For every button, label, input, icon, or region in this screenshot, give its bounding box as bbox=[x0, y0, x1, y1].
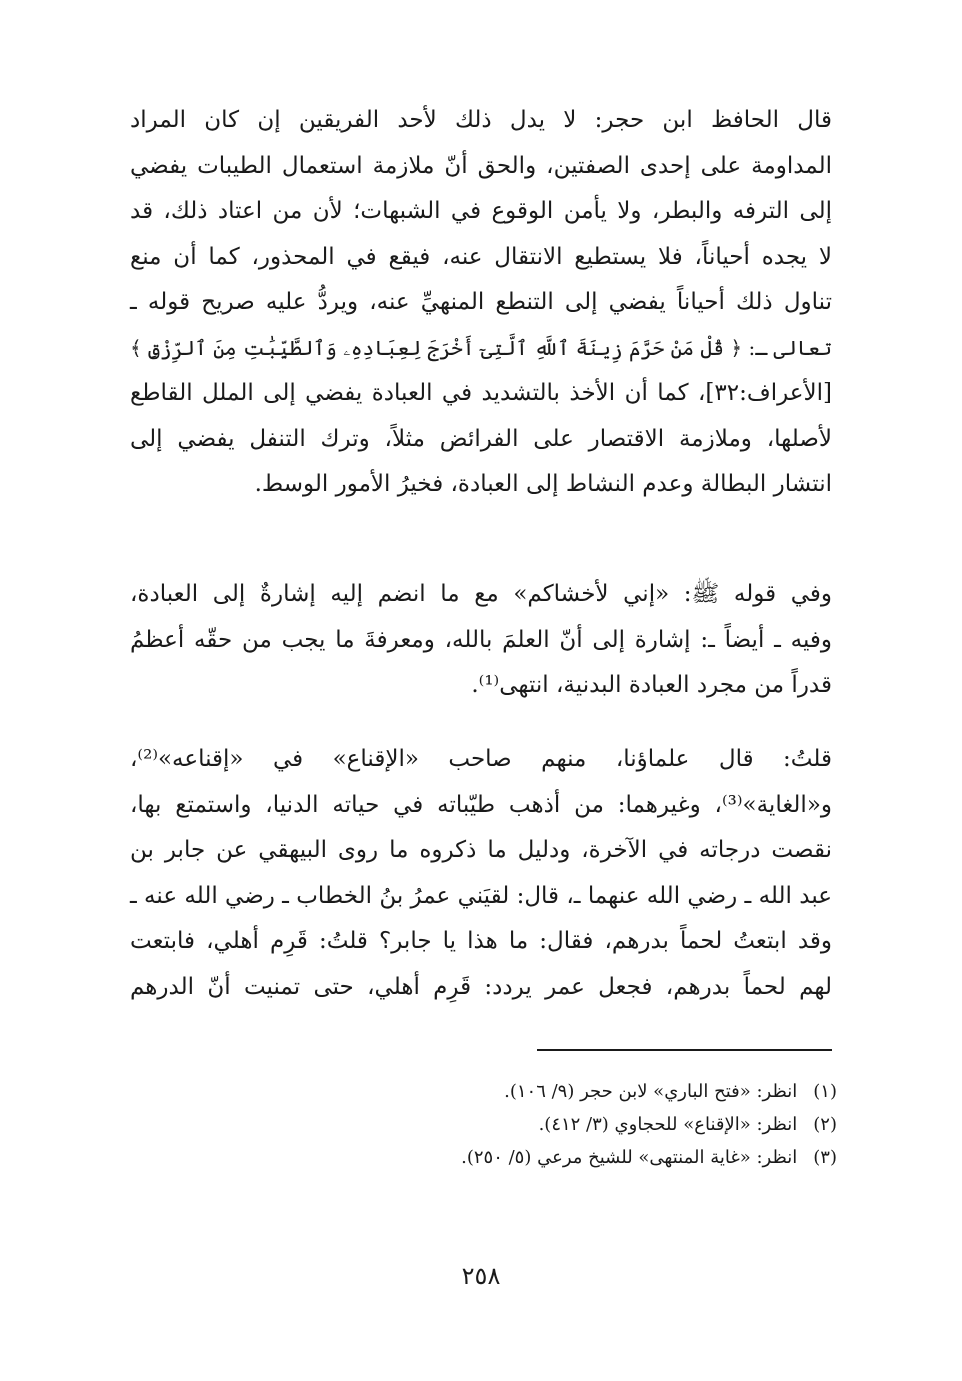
text-line: وفي قوله ﷺ: «إني لأخشاكم» مع ما انضم إليه إشارةٌ إلى العبادة، bbox=[130, 581, 832, 607]
text-line: قال الحافظ ابن حجر: لا يدل ذلك لأحد الفريقين إن كان المراد bbox=[130, 107, 832, 133]
footnote-text: انظر: «الإقناع» للحجاوي (٣/ ٤١٢). bbox=[538, 1114, 798, 1135]
paragraph-2 bbox=[130, 572, 832, 709]
text-line: [الأعراف:٣٢]، كما أن الأخذ بالتشديد في العبادة يفضي إلى الملل القاطع bbox=[130, 380, 832, 406]
footnote-number: (١) bbox=[813, 1081, 837, 1102]
text-line: لهم لحماً بدرهم، فجعل عمر يردد: قَرِم أهلي، حتى تمنيت أنّ الدرهم bbox=[130, 973, 832, 1000]
footnotes bbox=[277, 1075, 837, 1174]
footnote-text: انظر: «فتح الباري» لابن حجر (٩/ ١٠٦). bbox=[504, 1081, 798, 1102]
footnote-2 bbox=[277, 1108, 837, 1141]
footnote-1 bbox=[277, 1075, 837, 1108]
footnote-3 bbox=[277, 1141, 837, 1174]
paragraph-1 bbox=[130, 98, 832, 508]
text-line: لا يجده أحياناً، فلا يستطيع الانتقال عنه، فيقع في المحذور، كما أن منع bbox=[130, 243, 832, 270]
text-line: قلتُ: قال علماؤنا، منهم صاحب «الإقناع» في «إقناعه»⁽²⁾، bbox=[130, 746, 832, 772]
text-line: وقد ابتعتُ لحماً بدرهم، فقال: ما هذا يا جابر؟ قلتُ: قَرِم أهلي، فابتعت bbox=[130, 928, 832, 954]
text-line: انتشار البطالة وعدم النشاط إلى العبادة، فخيرُ الأمور الوسط. bbox=[254, 471, 832, 497]
footnote-text: انظر: «غاية المنتهى» للشيخ مرعي (٥/ ٢٥٠). bbox=[461, 1147, 798, 1168]
text-line: وفيه ـ أيضاً ـ: إشارة إلى أنّ العلمَ بالله، ومعرفةَ ما يجب من حقّه أعظمُ bbox=[130, 626, 832, 653]
footnote-number: (٢) bbox=[813, 1114, 837, 1135]
text-line: تناول ذلك أحياناً يفضي إلى التنطع المنهيِّ عنه، ويردُّ عليه صريح قوله ـ bbox=[130, 289, 832, 315]
paragraph-3 bbox=[130, 737, 832, 1010]
text-line: إلى الترفه والبطر، ولا يأمن الوقوع في الشبهات؛ لأن من اعتاد ذلك، قد bbox=[130, 198, 832, 224]
quran-verse-line: تعالى ـ: ﴿ قُلْ مَنْ حَرَّمَ زِينَةَ ٱللَّهِ ٱلَّتِىٓ أَخْرَجَ لِعِبَادِهِۦ وَٱلطَّيِّبَٰتِ مِنَ ٱلرِّزْقِ ﴾ bbox=[130, 335, 832, 360]
text-line: المداومة على إحدى الصفتين، والحق أنّ ملازمة استعمال الطيبات يفضي bbox=[130, 152, 832, 179]
text-line: عبد الله ـ رضي الله عنهما ـ، قال: لقيَني عمرُ بنُ الخطاب ـ رضي الله عنه ـ bbox=[130, 882, 832, 909]
text-line: قدراً من مجرد العبادة البدنية، انتهى⁽¹⁾. bbox=[471, 672, 832, 698]
text-line: نقصت درجاته في الآخرة، ودليل ما ذكروه ما روى البيهقي عن جابر بن bbox=[130, 837, 832, 863]
footnote-number: (٣) bbox=[813, 1147, 837, 1168]
text-line: لأصلها، وملازمة الاقتصار على الفرائض مثلاً، وترك التنفل يفضي إلى bbox=[130, 425, 832, 452]
text-line: و«الغاية»⁽³⁾، وغيرهما: من أذهب طيّباته في حياته الدنيا، واستمتع بها، bbox=[130, 791, 832, 818]
footnote-divider bbox=[537, 1049, 832, 1051]
page-number: ٢٥٨ bbox=[461, 1262, 501, 1290]
